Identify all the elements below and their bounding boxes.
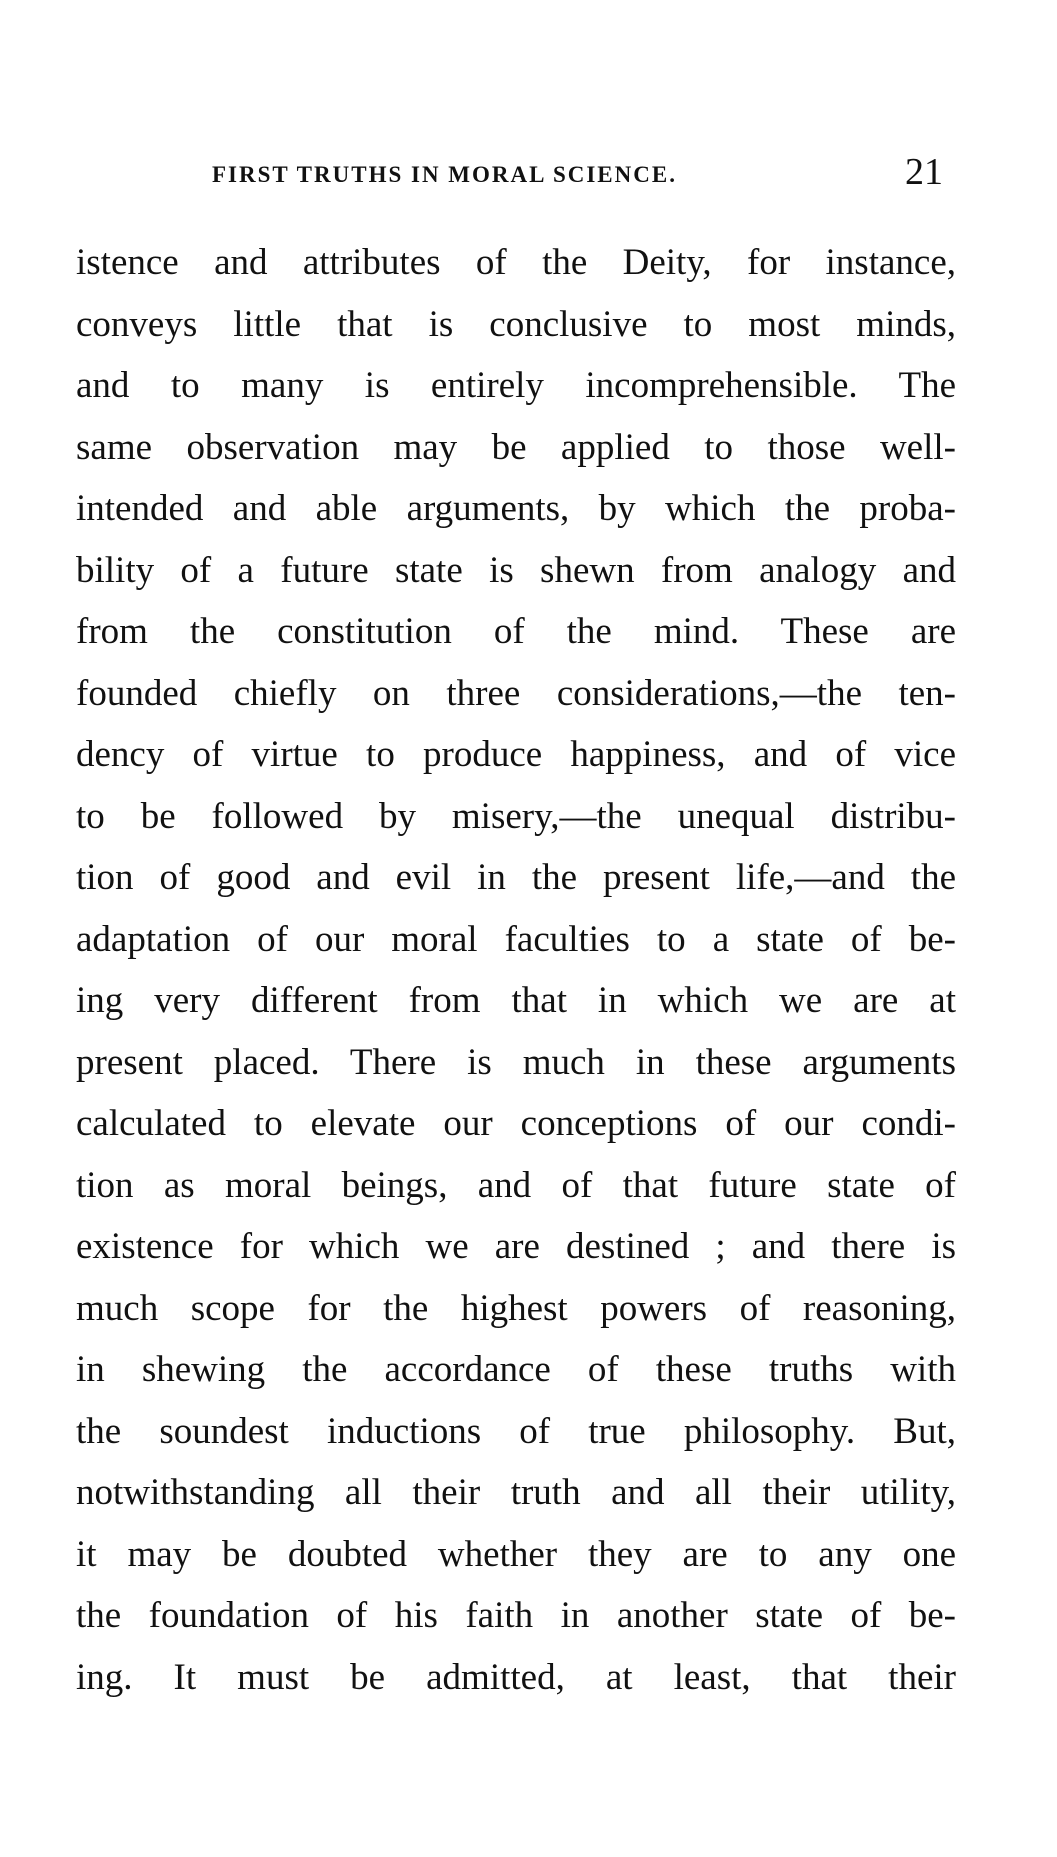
running-head-title: FIRST TRUTHS IN MORAL SCIENCE. — [212, 162, 677, 187]
text-line: from the constitution of the mind. These are — [76, 611, 956, 652]
text-line: in shewing the accordance of these truths with — [76, 1349, 956, 1390]
text-line: ing very different from that in which we are at — [76, 980, 956, 1021]
text-line: much scope for the highest powers of reasoning, — [76, 1287, 956, 1329]
text-line: and to many is entirely incomprehensible. The — [76, 365, 956, 406]
text-line: tion of good and evil in the present life,—and the — [76, 857, 956, 898]
text-line: it may be doubted whether they are to any one — [76, 1533, 956, 1575]
text-line: present placed. There is much in these arguments — [76, 1041, 956, 1083]
text-line: the soundest inductions of true philosophy. But, — [76, 1410, 956, 1452]
text-line: founded chiefly on three considerations,—the ten- — [76, 672, 956, 714]
text-line: tion as moral beings, and of that future state of — [76, 1164, 956, 1206]
text-line: ing. It must be admitted, at least, that their — [76, 1656, 956, 1698]
text-line: dency of virtue to produce happiness, and of vice — [76, 734, 956, 775]
text-line: the foundation of his faith in another state of be- — [76, 1595, 956, 1636]
text-line: bility of a future state is shewn from analogy and — [76, 549, 956, 591]
text-line: notwithstanding all their truth and all their utility, — [76, 1472, 956, 1513]
text-line: conveys little that is conclusive to most minds, — [76, 303, 956, 345]
text-line: adaptation of our moral faculties to a state of be- — [76, 918, 956, 960]
text-line: to be followed by misery,—the unequal distribu- — [76, 795, 956, 837]
text-line: calculated to elevate our conceptions of our condi- — [76, 1103, 956, 1144]
page-number: 21 — [905, 151, 943, 193]
text-line: intended and able arguments, by which the proba- — [76, 488, 956, 529]
text-line: existence for which we are destined ; and there is — [76, 1226, 956, 1267]
body-text — [76, 232, 956, 1708]
text-line: same observation may be applied to those well- — [76, 426, 956, 468]
text-line: istence and attributes of the Deity, for instance, — [76, 242, 956, 283]
